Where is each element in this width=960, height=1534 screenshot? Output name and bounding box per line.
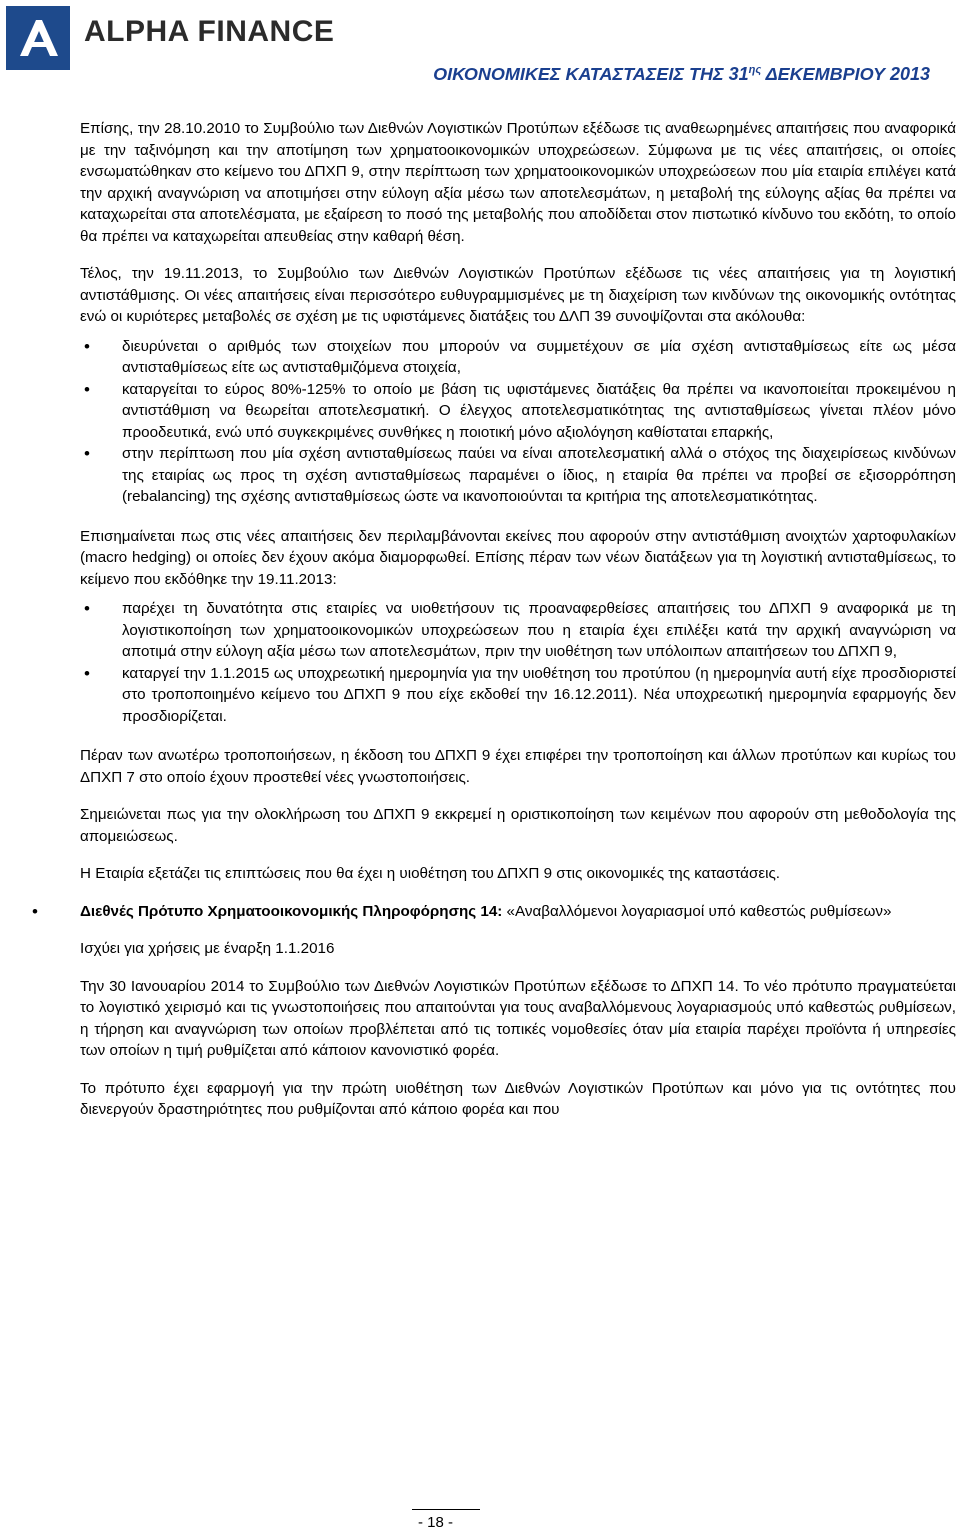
hedge-changes-list [80, 336, 956, 508]
paragraph-ifrs9-liabilities: Επίσης, την 28.10.2010 το Συμβούλιο των Διεθνών Λογιστικών Προτύπων εξέδωσε τις αναθεωρημένες απαιτήσεις που αναφορικά με την ταξινόμηση και την αποτίμηση των χρηματοοικονομικών υποχρεώσεων. Σύμφωνα με τις νέες απαιτήσεις, οι οποίες ενσωματώθηκαν στο κείμενο του ΔΠΧΠ 9, στην περίπτωση των χρηματοοικονομικών υποχρεώσεων που μία εταιρία επιλέγει κατά την αρχική αναγνώριση να αποτιμήσει στην εύλογη αξία μέσω των αποτελεσμάτων, η μεταβολή της εύλογης αξίας θα πρέπει να καταχωρείται στα αποτελέσματα, με εξαίρεση το ποσό της μεταβολής που αποδίδεται στον πιστωτικό κίνδυνο του εκδότη, το οποίο θα πρέπει να καταχωρείται απευθείας στην καθαρή θέση. [80, 120, 956, 245]
paragraph-ifrs14-scope: Το πρότυπο έχει εφαρμογή για την πρώτη υιοθέτηση των Διεθνών Λογιστικών Προτύπων και μόνο για τις οντότητες που διενεργούν δραστηριότητες που ρυθμίζονται από κάποιο φορέα και που [80, 1079, 956, 1118]
paragraph-company-review: Η Εταιρία εξετάζει τις επιπτώσεις που θα έχει η υιοθέτηση του ΔΠΧΠ 9 στις οικονομικές της καταστάσεις. [80, 865, 781, 882]
page-number: - 18 - [418, 1514, 454, 1531]
ifrs9-amendments-list [80, 598, 956, 727]
page-header [0, 0, 960, 100]
paragraph-hedge-accounting: Τέλος, την 19.11.2013, το Συμβούλιο των Διεθνών Λογιστικών Προτύπων εξέδωσε τις νέες απαιτήσεις για τη λογιστική αντιστάθμισης. Οι νέες απαιτήσεις είναι περισσότερο ευθυγραμμισμένες με τη διαχείριση των κινδύνων της οικονομικής οντότητας ενώ οι κυριότερες μεταβολές σε σχέση με τις υφιστάμενες διατάξεις του ΔΛΠ 39 συνοψίζονται στα ακόλουθα: [80, 265, 956, 325]
list-item: • καταργείται το εύρος 80%-125% το οποίο με βάση τις υφιστάμενες διατάξεις θα πρέπει να ικανοποιείται προκειμένου η αντιστάθμιση να θεωρείται αποτελεσματική. Ο έλεγχος αποτελεσματικότητας της αντισταθμίσεως γίνεται πλέον μόνο προοδευτικά, ενώ υπό συγκεκριμένες συνθήκες η ποιοτική μόνο αξιολόγηση καθίσταται επαρκής, [80, 379, 956, 444]
paragraph-macro-hedging: Επισημαίνεται πως στις νέες απαιτήσεις δεν περιλαμβάνονται εκείνες που αφορούν στην αντιστάθμιση ανοιχτών χαρτοφυλακίων (macro hedging) οι οποίες δεν έχουν ακόμα διαμορφωθεί. Επίσης πέραν των νέων διατάξεων για τη λογιστική αντισταθμίσεως, το κείμενο που εκδόθηκε την 19.11.2013: [80, 527, 956, 588]
document-body [80, 118, 956, 1137]
paragraph-ifrs14-issue: Την 30 Ιανουαρίου 2014 το Συμβούλιο των Διεθνών Λογιστικών Προτύπων εξέδωσε το ΔΠΧΠ 14. Το νέο πρότυπο πραγματεύεται το λογιστικό χειρισμό και τις γνωστοποιήσεις που απαιτούνται για τους αναβαλλόμενους λογαριασμούς υπό καθεστώς ρυθμίσεων, η τήρηση και αναγνώριση των οποίων προβλέπεται από τις τοπικές νομοθεσίες όταν μία εταιρία παρέχει προϊόντα ή υπηρεσίες των οποίων η τιμή ρυθμίζεται από κάποιον κανονιστικό φορέα. [80, 977, 956, 1059]
ifrs14-heading: • Διεθνές Πρότυπο Χρηματοοικονομικής Πληροφόρησης 14: «Αναβαλλόμενοι λογαριασμοί υπό καθεστώς ρυθμίσεων» [80, 901, 956, 923]
list-item: • διευρύνεται ο αριθμός των στοιχείων που μπορούν να συμμετέχουν σε μία σχέση αντισταθμίσεως είτε ως μέσα αντισταθμίσεως είτε ως αντισταθμιζόμενα στοιχεία, [80, 336, 956, 379]
list-item: • παρέχει τη δυνατότητα στις εταιρίες να υιοθετήσουν τις προαναφερθείσες απαιτήσεις του ΔΠΧΠ 9 αναφορικά με τη λογιστικοποίηση των χρηματοοικονομικών υποχρεώσεων που η εταιρία έχει επιλέξει κατά την αρχική αναγνώριση να αποτιμά στην εύλογη αξία μέσω των αποτελεσμάτων, πριν την υιοθέτηση των υπόλοιπων απαιτήσεων του ΔΠΧΠ 9, [80, 598, 956, 663]
brand-name: ALPHA FINANCE [84, 15, 335, 48]
footer-divider [412, 1509, 480, 1510]
alpha-logo-icon [6, 6, 70, 70]
paragraph-ifrs7: Πέραν των ανωτέρω τροποποιήσεων, η έκδοση του ΔΠΧΠ 9 έχει επιφέρει την τροποποίηση και άλλων προτύπων και κυρίως του ΔΠΧΠ 7 στο οποίο έχουν προστεθεί νέες γνωστοποιήσεις. [80, 747, 956, 786]
paragraph-effective-date: Ισχύει για χρήσεις με έναρξη 1.1.2016 [80, 940, 335, 957]
list-item: • στην περίπτωση που μία σχέση αντισταθμίσεως παύει να είναι αποτελεσματική αλλά ο στόχος της διαχειρίσεως κινδύνων της εταιρίας ως προς τη σχέση αντισταθμίσεως παραμένει ο ίδιος, η εταιρία θα πρέπει να προβεί σε εξισορρόπηση (rebalancing) της σχέσης αντισταθμίσεως ώστε να ικανοποιούνται τα κριτήρια της αποτελεσματικότητας. [80, 443, 956, 508]
list-item: • καταργεί την 1.1.2015 ως υποχρεωτική ημερομηνία για την υιοθέτηση του προτύπου (η ημερομηνία αυτή είχε προσδιοριστεί στο τροποποιημένο κείμενο του ΔΠΧΠ 9 που είχε εκδοθεί την 16.12.2011). Νέα υποχρεωτική ημερομηνία εφαρμογής δεν προσδιορίζεται. [80, 663, 956, 728]
report-title: ΟΙΚΟΝΟΜΙΚΕΣ ΚΑΤΑΣΤΑΣΕΙΣ ΤΗΣ $31^{\eta\varsigma}$ ΔΕΚΕΜΒΡΙΟΥ 2013 [433, 64, 930, 84]
paragraph-impairment: Σημειώνεται πως για την ολοκλήρωση του ΔΠΧΠ 9 εκκρεμεί η οριστικοποίηση των κειμένων που αφορούν στη μεθοδολογία της απομειώσεως. [80, 806, 956, 845]
